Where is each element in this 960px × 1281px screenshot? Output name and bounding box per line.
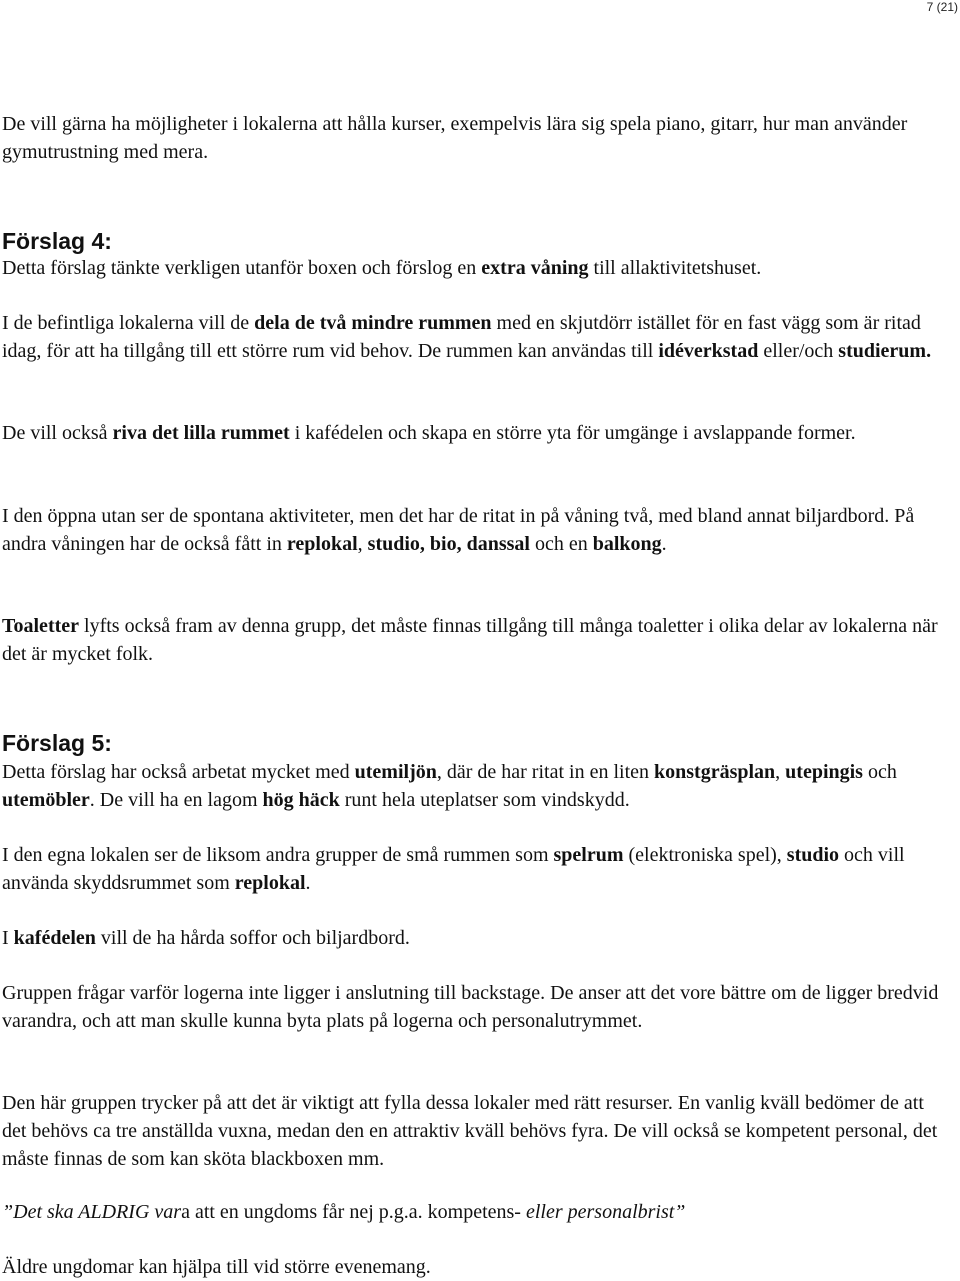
forslag5-paragraph-3: I kafédelen vill de ha hårda soffor och biljardbord. (2, 927, 410, 949)
forslag4-paragraph-4: I den öppna utan ser de spontana aktiviteter, men det har de ritat in på våning två, med bland annat biljardbord. På andra våningen har de också fått in replokal, studio, bio, danssal och en balkong. (2, 505, 915, 555)
forslag5-paragraph-6: Äldre ungdomar kan hjälpa till vid större evenemang. (2, 1256, 431, 1278)
forslag4-paragraph-5: Toaletter lyfts också fram av denna grupp, det måste finnas tillgång till många toaletter i olika delar av lokalerna när det är mycket folk. (2, 615, 938, 665)
forslag4-paragraph-2: I de befintliga lokalerna vill de dela de två mindre rummen med en skjutdörr istället för en fast vägg som är ritad idag, för att ha tillgång till ett större rum vid behov. De rummen kan användas till idéverkstad eller/och studierum. (2, 312, 932, 362)
forslag4-heading: Förslag 4: (2, 228, 112, 254)
forslag4-paragraph-1: Detta förslag tänkte verkligen utanför boxen och förslog en extra våning till allaktivitetshuset. (2, 257, 762, 279)
forslag5-quote: ”Det ska ALDRIG vara att en ungdoms får nej p.g.a. kompetens- eller personalbrist” (2, 1201, 686, 1223)
forslag5-paragraph-4: Gruppen frågar varför logerna inte ligger i anslutning till backstage. De anser att det vore bättre om de ligger bredvid varandra, och att man skulle kunna byta plats på logerna och personalutrymmet. (2, 982, 939, 1032)
forslag5-paragraph-1: Detta förslag har också arbetat mycket med utemiljön, där de har ritat in en liten konstgräsplan, utepingis och utemöbler. De vill ha en lagom hög häck runt hela uteplatser som vindskydd. (2, 761, 897, 811)
forslag5-heading: Förslag 5: (2, 730, 112, 756)
forslag5-paragraph-5: Den här gruppen trycker på att det är viktigt att fylla dessa lokaler med rätt resurser. En vanlig kväll bedömer de att det behövs ca tre anställda vuxna, medan den en attraktiv kväll behövs fyra. De vill också se kompetent personal, det måste finnas de som kan sköta blackboxen mm. (2, 1092, 938, 1170)
forslag5-paragraph-2: I den egna lokalen ser de liksom andra grupper de små rummen som spelrum (elektroniska spel), studio och vill använda skyddsrummet som replokal. (2, 844, 905, 894)
forslag4-paragraph-3: De vill också riva det lilla rummet i kafédelen och skapa en större yta för umgänge i avslappande former. (2, 422, 856, 444)
intro-paragraph: De vill gärna ha möjligheter i lokalerna att hålla kurser, exempelvis lära sig spela piano, gitarr, hur man använder gymutrustning med mera. (2, 113, 908, 163)
page-number: 7 (21) (926, 0, 958, 14)
